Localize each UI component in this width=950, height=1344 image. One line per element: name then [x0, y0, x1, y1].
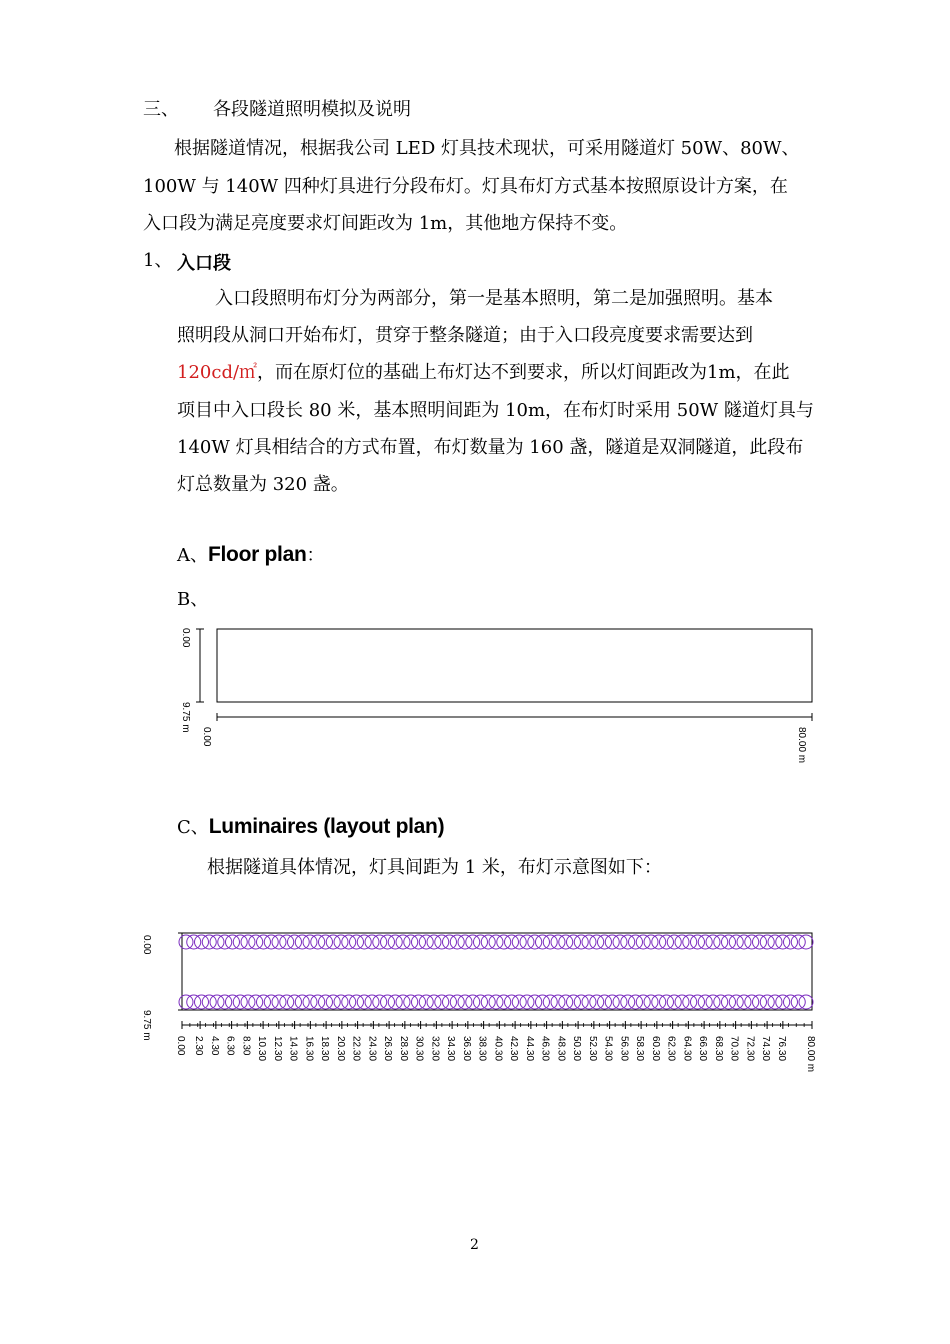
luminaire [528, 995, 542, 1009]
luminaire [373, 995, 387, 1009]
layout-x-label: 18.30 [319, 1036, 331, 1062]
luminaire [760, 995, 774, 1009]
luminaire [737, 935, 751, 949]
layout-x-label: 8.30 [240, 1036, 252, 1056]
luminaire [784, 995, 798, 1009]
subsection-title: 入口段 [177, 253, 231, 274]
luminaire [698, 995, 712, 1009]
luminaire [388, 995, 402, 1009]
luminaire [590, 935, 604, 949]
luminaire [745, 995, 759, 1009]
luminaire [195, 935, 209, 949]
luminaire [272, 935, 286, 949]
luminaire [272, 995, 286, 1009]
label-a-text: Floor plan [208, 543, 307, 566]
luminaire [691, 935, 705, 949]
section-number: 三、 [143, 99, 179, 120]
para-line-3-rest: ，而在原灯位的基础上布灯达不到要求，所以灯间距改为1m，在此 [257, 362, 790, 383]
luminaire [729, 995, 743, 1009]
luminaire [543, 935, 557, 949]
luminaire [605, 995, 619, 1009]
intro-line-1: 根据隧道情况，根据我公司 LED 灯具技术现状，可采用隧道灯 50W、80W、 [174, 138, 800, 159]
luminaire [574, 935, 588, 949]
luminaire [760, 935, 774, 949]
layout-x-label: 64.30 [681, 1036, 693, 1062]
luminaire [621, 935, 635, 949]
luminaire [590, 995, 604, 1009]
floor-plan-drawing [0, 600, 950, 800]
luminaire [218, 935, 232, 949]
layout-y-bottom: 9.75 m [141, 1010, 152, 1041]
layout-x-label: 24.30 [366, 1036, 378, 1062]
luminaire [505, 935, 519, 949]
luminaire [295, 935, 309, 949]
layout-x-label: 10.30 [256, 1036, 268, 1062]
luminaire [404, 935, 418, 949]
luminaire [241, 995, 255, 1009]
layout-x-label: 6.30 [224, 1036, 236, 1056]
layout-x-label: 12.30 [271, 1036, 283, 1062]
label-c [177, 815, 444, 839]
luminaire [675, 935, 689, 949]
luminaire [489, 995, 503, 1009]
layout-x-label: 58.30 [634, 1036, 646, 1062]
luminaire [187, 935, 201, 949]
luminaire [629, 935, 643, 949]
luminaire [210, 935, 224, 949]
luminaire [598, 935, 612, 949]
luminaire [551, 935, 565, 949]
luminaire [706, 995, 720, 1009]
luminaire [722, 935, 736, 949]
luminaire [226, 995, 240, 1009]
luminaire [520, 995, 534, 1009]
luminaire [683, 935, 697, 949]
luminaire [443, 995, 457, 1009]
luminaire [435, 935, 449, 949]
label-a-suffix: ： [306, 545, 325, 566]
luminaire [195, 995, 209, 1009]
luminaire [357, 995, 371, 1009]
luminaire [706, 935, 720, 949]
luminaire [536, 935, 550, 949]
luminaire [326, 995, 340, 1009]
luminaire [303, 995, 317, 1009]
luminaire [543, 995, 557, 1009]
floor-plan-y-top: 0.00 [180, 628, 191, 648]
luminaire [714, 995, 728, 1009]
luminaire [621, 995, 635, 1009]
layout-x-label: 2.30 [193, 1036, 205, 1056]
luminaire [489, 935, 503, 949]
luminaire [458, 995, 472, 1009]
luminaire [474, 935, 488, 949]
luminaire [241, 935, 255, 949]
layout-x-label: 70.30 [728, 1036, 740, 1062]
luminaire [551, 995, 565, 1009]
luminaire [311, 935, 325, 949]
layout-x-label: 40.30 [492, 1036, 504, 1062]
luminaire [698, 935, 712, 949]
luminaire [443, 935, 457, 949]
luminaire [675, 995, 689, 1009]
luminaire [644, 995, 658, 1009]
luminaire [396, 995, 410, 1009]
label-b: B、 [177, 589, 209, 610]
para-line-1: 入口段照明布灯分为两部分，第一是基本照明，第二是加强照明。基本 [215, 288, 773, 309]
luminaire [667, 935, 681, 949]
luminaire [776, 995, 790, 1009]
luminaire [776, 935, 790, 949]
layout-x-label: 4.30 [208, 1036, 220, 1056]
layout-x-label: 38.30 [476, 1036, 488, 1062]
layout-x-label: 30.30 [413, 1036, 425, 1062]
section-title: 各段隧道照明模拟及说明 [213, 99, 411, 120]
luminaire [334, 995, 348, 1009]
luminaire [791, 935, 805, 949]
luminaire [388, 935, 402, 949]
para-line-2: 照明段从洞口开始布灯，贯穿于整条隧道；由于入口段亮度要求需要达到 [177, 325, 753, 346]
luminaire [784, 935, 798, 949]
luminaire [497, 935, 511, 949]
luminaire [373, 935, 387, 949]
luminaire [187, 995, 201, 1009]
layout-x-label: 54.30 [602, 1036, 614, 1062]
luminaire [264, 935, 278, 949]
layout-x-label: 14.30 [287, 1036, 299, 1062]
page-number: 2 [470, 1237, 479, 1253]
label-c-prefix: C、 [177, 817, 209, 838]
luminaire [450, 935, 464, 949]
luminaire [427, 935, 441, 949]
luminaire [249, 935, 263, 949]
luminaire [179, 995, 193, 1009]
luminaire [303, 935, 317, 949]
layout-x-label: 42.30 [508, 1036, 520, 1062]
luminaire [791, 995, 805, 1009]
luminaire [582, 995, 596, 1009]
luminaire [799, 995, 813, 1009]
luminaire [326, 935, 340, 949]
layout-x-label: 76.30 [775, 1036, 787, 1062]
luminaire [613, 935, 627, 949]
luminaire [474, 995, 488, 1009]
luminaire [768, 935, 782, 949]
para-line-4: 项目中入口段长 80 米，基本照明间距为 10m，在布灯时采用 50W 隧道灯具与 [177, 400, 814, 421]
luminaire [350, 935, 364, 949]
luminaire [722, 995, 736, 1009]
luminaire [342, 995, 356, 1009]
layout-plan-drawing [0, 910, 950, 1090]
luminaire [598, 995, 612, 1009]
luminaire [512, 995, 526, 1009]
luminaire [342, 935, 356, 949]
luminaire [582, 935, 596, 949]
label-a [177, 543, 325, 567]
luminaire [652, 995, 666, 1009]
layout-x-label: 62.30 [665, 1036, 677, 1062]
label-c-text: Luminaires (layout plan) [208, 815, 445, 838]
para-line-3 [177, 362, 790, 384]
luminance-requirement: 120cd/㎡ [177, 362, 258, 383]
layout-x-label: 72.30 [744, 1036, 756, 1062]
luminaire [652, 935, 666, 949]
luminaire [737, 995, 751, 1009]
luminaire [319, 935, 333, 949]
luminaire [481, 995, 495, 1009]
luminaire [381, 995, 395, 1009]
luminaire [691, 995, 705, 1009]
luminaire [412, 935, 426, 949]
luminaire [233, 995, 247, 1009]
luminaire [427, 995, 441, 1009]
luminaire [683, 995, 697, 1009]
luminaire [210, 995, 224, 1009]
layout-x-label: 34.30 [445, 1036, 457, 1062]
layout-x-label: 74.30 [760, 1036, 772, 1062]
floor-plan-x-left: 0.00 [201, 727, 212, 747]
luminaire [605, 935, 619, 949]
luminaire [714, 935, 728, 949]
luminaire [613, 995, 627, 1009]
layout-x-label: 32.30 [429, 1036, 441, 1062]
luminaire [567, 935, 581, 949]
luminaire [458, 935, 472, 949]
layout-x-label: 60.30 [649, 1036, 661, 1062]
luminaire [644, 935, 658, 949]
luminaire [660, 995, 674, 1009]
luminaire [435, 995, 449, 1009]
luminaire [257, 935, 271, 949]
layout-x-label: 22.30 [350, 1036, 362, 1062]
layout-x-label: 26.30 [382, 1036, 394, 1062]
luminaire [249, 995, 263, 1009]
luminaire [233, 935, 247, 949]
luminaire [536, 995, 550, 1009]
luminaire [288, 935, 302, 949]
layout-x-label: 68.30 [712, 1036, 724, 1062]
luminaire [365, 935, 379, 949]
para-line-5: 140W 灯具相结合的方式布置，布灯数量为 160 盏，隧道是双洞隧道，此段布 [177, 437, 804, 458]
layout-x-label: 66.30 [697, 1036, 709, 1062]
layout-x-label: 16.30 [303, 1036, 315, 1062]
luminaire [466, 935, 480, 949]
layout-x-label: 20.30 [334, 1036, 346, 1062]
luminaire [311, 995, 325, 1009]
layout-y-top: 0.00 [141, 935, 152, 955]
luminaire [497, 995, 511, 1009]
luminaire [636, 935, 650, 949]
luminaire [412, 995, 426, 1009]
luminaire [365, 995, 379, 1009]
luminaire [357, 935, 371, 949]
luminaire [280, 935, 294, 949]
luminaire [520, 935, 534, 949]
luminaire [745, 935, 759, 949]
luminaire [202, 995, 216, 1009]
luminaire [334, 935, 348, 949]
luminaire [753, 995, 767, 1009]
luminaire [528, 935, 542, 949]
luminaire [466, 995, 480, 1009]
luminaire [753, 935, 767, 949]
luminaire [264, 995, 278, 1009]
luminaire [559, 995, 573, 1009]
floor-plan-x-right: 80.00 m [796, 727, 807, 764]
subsection-number: 1、 [143, 250, 173, 271]
luminaire [404, 995, 418, 1009]
layout-x-label: 48.30 [555, 1036, 567, 1062]
luminaire [481, 935, 495, 949]
intro-line-3: 入口段为满足亮度要求灯间距改为 1m，其他地方保持不变。 [143, 213, 628, 234]
luminaire [295, 995, 309, 1009]
para-line-6: 灯总数量为 320 盏。 [177, 474, 349, 495]
layout-x-label: 50.30 [571, 1036, 583, 1062]
tunnel-outline [217, 629, 812, 702]
luminaire [667, 995, 681, 1009]
luminaire [450, 995, 464, 1009]
luminaire [419, 935, 433, 949]
luminaire [799, 935, 813, 949]
layout-x-label: 80.00 m [805, 1036, 816, 1073]
intro-line-2: 100W 与 140W 四种灯具进行分段布灯。灯具布灯方式基本按照原设计方案，在 [143, 176, 788, 197]
layout-x-label: 44.30 [523, 1036, 535, 1062]
layout-x-label: 0.00 [175, 1036, 186, 1056]
layout-x-label: 46.30 [539, 1036, 551, 1062]
luminaire [381, 935, 395, 949]
luminaire [319, 995, 333, 1009]
luminaire [574, 995, 588, 1009]
luminaire [257, 995, 271, 1009]
layout-caption: 根据隧道具体情况，灯具间距为 1 米，布灯示意图如下： [207, 857, 662, 878]
luminaire [288, 995, 302, 1009]
luminaire [419, 995, 433, 1009]
luminaire [636, 995, 650, 1009]
layout-x-label: 28.30 [397, 1036, 409, 1062]
luminaire [350, 995, 364, 1009]
luminaire [218, 995, 232, 1009]
layout-x-label: 52.30 [586, 1036, 598, 1062]
floor-plan-y-bottom: 9.75 m [180, 702, 191, 733]
luminaire [396, 935, 410, 949]
luminaire [226, 935, 240, 949]
luminaire [768, 995, 782, 1009]
layout-x-label: 56.30 [618, 1036, 630, 1062]
layout-x-label: 36.30 [460, 1036, 472, 1062]
luminaire [729, 935, 743, 949]
luminaire [179, 935, 193, 949]
luminaire [202, 935, 216, 949]
luminaire [559, 935, 573, 949]
luminaire [660, 935, 674, 949]
luminaire [280, 995, 294, 1009]
luminaire [567, 995, 581, 1009]
luminaire [512, 935, 526, 949]
luminaire [505, 995, 519, 1009]
label-a-prefix: A、 [177, 545, 208, 566]
luminaire [629, 995, 643, 1009]
